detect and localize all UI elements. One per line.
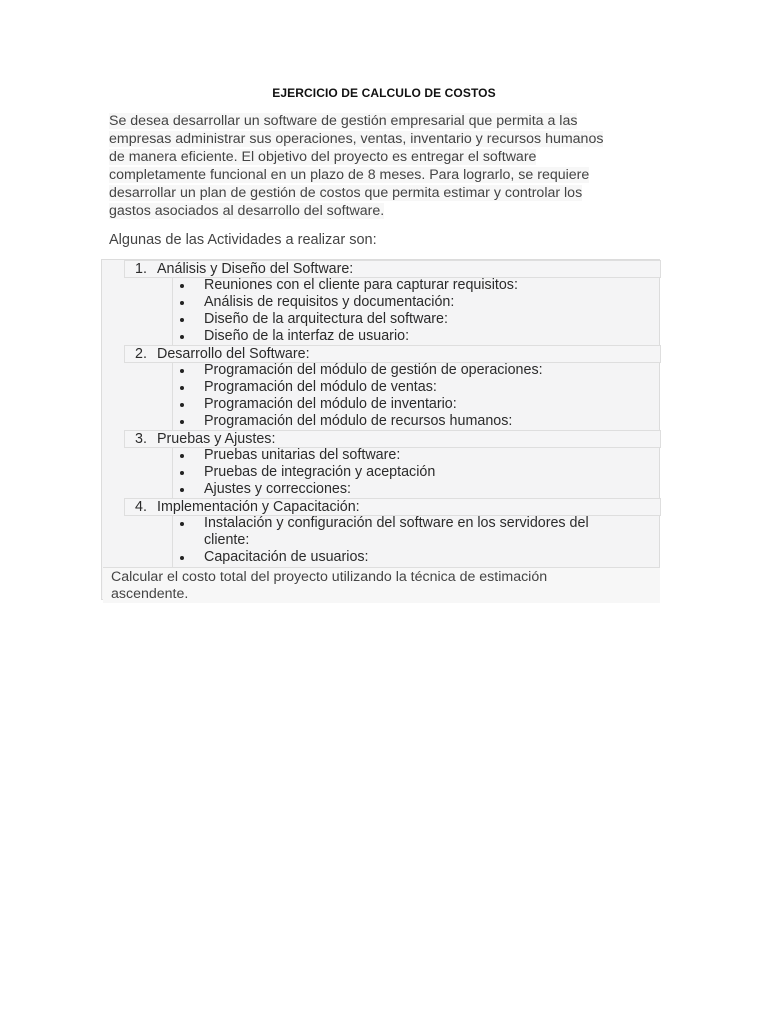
intro-line: desarrollar un plan de gestión de costos que permita estimar y controlar los <box>109 185 583 201</box>
section-number: 2. <box>135 346 147 362</box>
list-item: Análisis de requisitos y documentación: <box>173 294 518 311</box>
intro-line: Se desea desarrollar un software de gestión empresarial que permita a las <box>109 113 578 129</box>
list-item: Programación del módulo de gestión de operaciones: <box>173 362 543 379</box>
document-title: EJERCICIO DE CALCULO DE COSTOS <box>272 86 496 100</box>
section-bullet-list <box>172 277 518 345</box>
list-item: Diseño de la interfaz de usuario: <box>173 328 518 345</box>
section-header <box>124 430 661 448</box>
intro-paragraph <box>109 112 659 220</box>
section-bullet-list <box>172 362 543 430</box>
section-number: 4. <box>135 499 147 515</box>
intro-line: gastos asociados al desarrollo del software. <box>109 203 385 219</box>
activities-lead: Algunas de las Actividades a realizar son: <box>109 232 377 248</box>
intro-line: de manera eficiente. El objetivo del proyecto es entregar el software <box>109 149 537 165</box>
list-item: Programación del módulo de ventas: <box>173 379 543 396</box>
section-number: 3. <box>135 431 147 447</box>
list-item: Programación del módulo de inventario: <box>173 396 543 413</box>
section-title: Implementación y Capacitación: <box>157 499 360 515</box>
bullet-icon <box>180 318 184 322</box>
list-item: Programación del módulo de recursos humanos: <box>173 413 543 430</box>
list-item: Ajustes y correcciones: <box>173 481 435 498</box>
bullet-icon <box>180 454 184 458</box>
section-bullet-list <box>172 447 435 498</box>
activities-box <box>101 259 660 600</box>
list-item: Diseño de la arquitectura del software: <box>173 311 518 328</box>
list-item-continuation: cliente: <box>204 532 250 548</box>
bullet-icon <box>180 335 184 339</box>
list-item: Pruebas unitarias del software: <box>173 447 435 464</box>
list-item: Instalación y configuración del software en los servidores del <box>173 515 589 532</box>
section-header <box>124 260 661 278</box>
bullet-icon <box>180 471 184 475</box>
bullet-icon <box>180 556 184 560</box>
section-header <box>124 498 661 516</box>
bullet-icon <box>180 488 184 492</box>
bullet-icon <box>180 301 184 305</box>
bullet-icon <box>180 403 184 407</box>
list-item: Capacitación de usuarios: <box>173 549 589 566</box>
section-title: Desarrollo del Software: <box>157 346 310 362</box>
bullet-icon <box>180 369 184 373</box>
section-bullet-list <box>172 515 589 567</box>
bullet-icon <box>180 420 184 424</box>
section-title: Análisis y Diseño del Software: <box>157 261 354 277</box>
intro-line: completamente funcional en un plazo de 8 meses. Para lograrlo, se requiere <box>109 167 590 183</box>
list-item: Reuniones con el cliente para capturar requisitos: <box>173 277 518 294</box>
section-header <box>124 345 661 363</box>
bullet-icon <box>180 386 184 390</box>
bullet-icon <box>180 284 184 288</box>
bullet-icon <box>180 522 184 526</box>
section-number: 1. <box>135 261 147 277</box>
section-title: Pruebas y Ajustes: <box>157 431 276 447</box>
intro-line: empresas administrar sus operaciones, ventas, inventario y recursos humanos <box>109 131 604 147</box>
instruction-text: Calcular el costo total del proyecto utilizando la técnica de estimación ascendente. <box>103 567 660 603</box>
list-item: Pruebas de integración y aceptación <box>173 464 435 481</box>
